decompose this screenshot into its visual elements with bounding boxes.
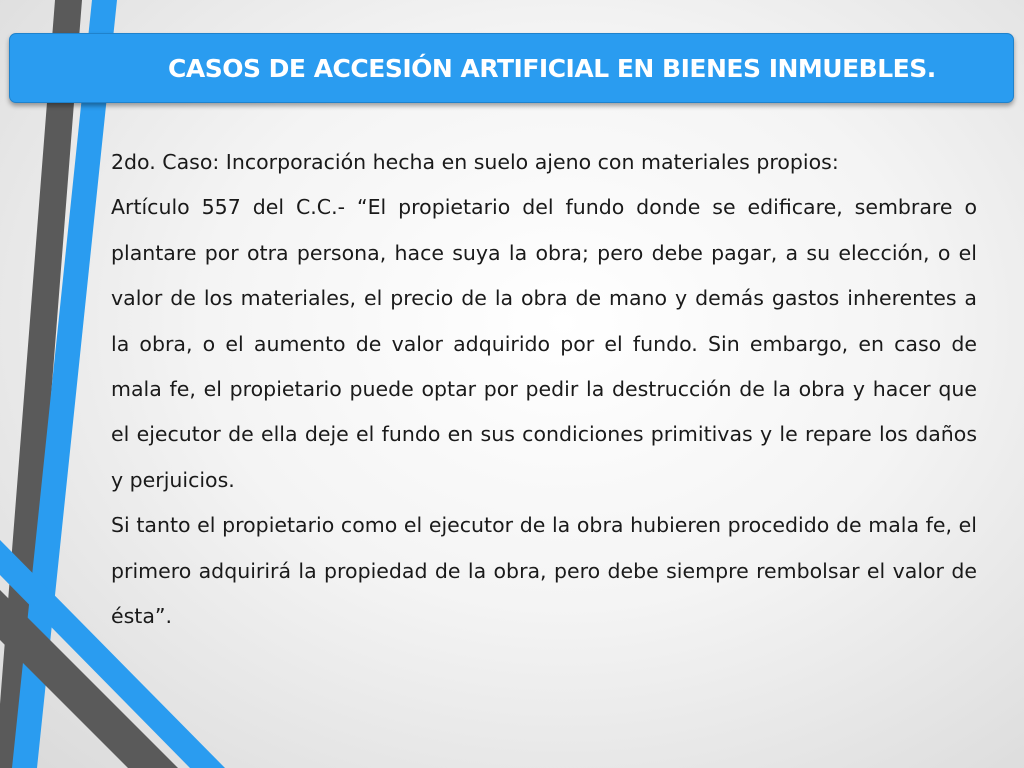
paragraph-case-heading: 2do. Caso: Incorporación hecha en suelo ajeno con materiales propios:	[111, 150, 839, 174]
paragraph-bad-faith: Si tanto el propietario como el ejecutor de la obra hubieren procedido de mala fe, el primero adquirirá la propiedad de la obra, pero debe siempre rembolsar el valor de ésta”.	[111, 513, 977, 629]
slide-title: CASOS DE ACCESIÓN ARTIFICIAL EN BIENES INMUEBLES.	[168, 54, 936, 83]
title-bar	[9, 33, 1014, 103]
slide-body	[111, 140, 977, 639]
paragraph-article-557: Artículo 557 del C.C.- “El propietario del fundo donde se edificare, sembrare o plantare por otra persona, hace suya la obra; pero debe pagar, a su elección, o el valor de los materiales, el precio de la obra de mano y demás gastos inherentes a la obra, o el aumento de valor adquirido por el fundo. Sin embargo, en caso de mala fe, el propietario puede optar por pedir la destrucción de la obra y hacer que el ejecutor de ella deje el fundo en sus condiciones primitivas y le repare los daños y perjuicios.	[111, 195, 977, 492]
